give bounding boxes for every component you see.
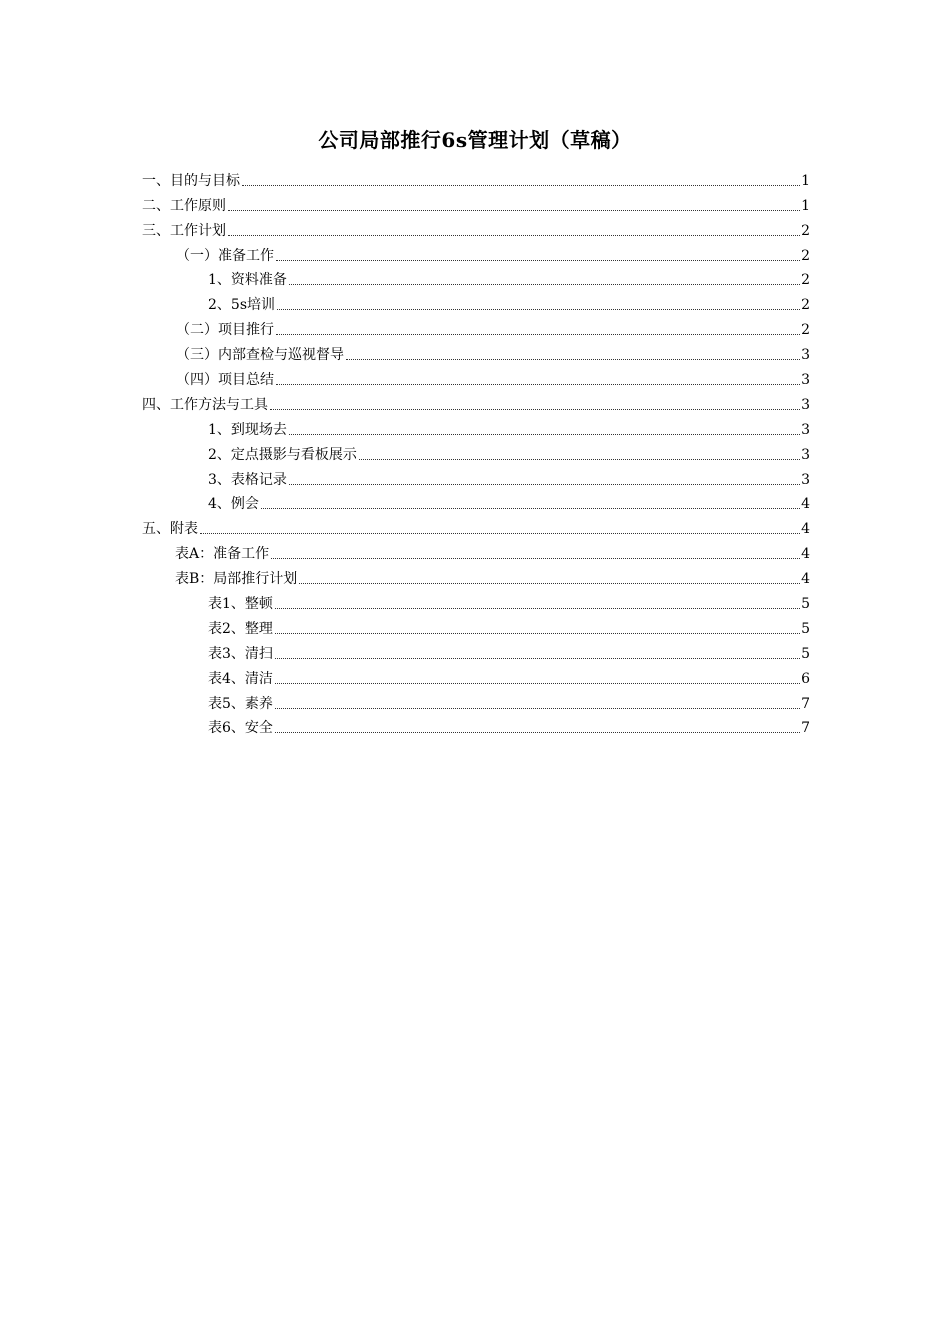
- toc-entry[interactable]: [142, 538, 810, 563]
- document-title: 公司局部推行6s管理计划（草稿）: [318, 128, 632, 152]
- toc-entry-page-number: 3: [801, 421, 810, 438]
- toc-entry-label: 五、附表: [142, 521, 198, 538]
- toc-entry-page-number: 4: [801, 521, 810, 538]
- toc-entry-page-number: 2: [801, 297, 810, 314]
- toc-dot-leader: [275, 682, 800, 684]
- toc-entry-page-number: 4: [801, 546, 810, 563]
- table-of-contents: [142, 165, 810, 737]
- toc-entry[interactable]: [142, 339, 810, 364]
- toc-entry-page-number: 5: [801, 645, 810, 662]
- toc-entry[interactable]: [142, 240, 810, 265]
- toc-entry-page-number: 3: [801, 372, 810, 389]
- toc-entry-label: 表4、清洁: [208, 670, 273, 687]
- toc-dot-leader: [275, 632, 800, 634]
- toc-entry[interactable]: [142, 464, 810, 489]
- toc-entry-label: 表6、安全: [208, 720, 273, 737]
- toc-entry[interactable]: [142, 638, 810, 663]
- toc-entry-page-number: 6: [801, 670, 810, 687]
- toc-dot-leader: [359, 458, 800, 460]
- toc-dot-leader: [276, 259, 800, 261]
- toc-entry-label: 表5、素养: [208, 695, 273, 712]
- toc-entry-label: 1、到现场去: [208, 421, 287, 438]
- toc-dot-leader: [289, 433, 800, 435]
- toc-dot-leader: [200, 532, 800, 534]
- toc-entry[interactable]: [142, 289, 810, 314]
- toc-entry-label: 1、资料准备: [208, 272, 287, 289]
- toc-entry-label: （四）项目总结: [176, 372, 274, 389]
- toc-entry[interactable]: [142, 414, 810, 439]
- toc-entry-label: 表A：准备工作: [175, 546, 270, 563]
- toc-entry[interactable]: [142, 190, 810, 215]
- toc-dot-leader: [289, 483, 800, 485]
- toc-entry-label: 表3、清扫: [208, 645, 273, 662]
- toc-dot-leader: [277, 308, 800, 310]
- toc-entry-page-number: 1: [801, 197, 810, 214]
- toc-dot-leader: [271, 557, 800, 559]
- toc-entry[interactable]: [142, 588, 810, 613]
- toc-entry[interactable]: [142, 439, 810, 464]
- toc-entry[interactable]: [142, 364, 810, 389]
- toc-entry-page-number: 2: [801, 322, 810, 339]
- toc-entry-label: 四、工作方法与工具: [142, 396, 268, 413]
- toc-entry[interactable]: [142, 513, 810, 538]
- toc-entry[interactable]: [142, 389, 810, 414]
- toc-entry[interactable]: [142, 663, 810, 688]
- toc-entry[interactable]: [142, 563, 810, 588]
- toc-entry[interactable]: [142, 688, 810, 713]
- toc-entry-label: 4、例会: [208, 496, 259, 513]
- toc-entry-page-number: 5: [801, 620, 810, 637]
- toc-entry-label: 表1、整顿: [208, 596, 273, 613]
- toc-entry-label: 一、目的与目标: [142, 172, 240, 189]
- toc-dot-leader: [276, 333, 800, 335]
- toc-entry-label: 表2、整理: [208, 620, 273, 637]
- toc-dot-leader: [275, 731, 800, 733]
- toc-entry-page-number: 3: [801, 347, 810, 364]
- toc-dot-leader: [242, 184, 800, 186]
- toc-entry-page-number: 3: [801, 446, 810, 463]
- toc-entry-page-number: 3: [801, 396, 810, 413]
- toc-entry[interactable]: [142, 713, 810, 738]
- toc-entry-page-number: 5: [801, 596, 810, 613]
- toc-entry-page-number: 7: [801, 695, 810, 712]
- toc-dot-leader: [275, 707, 800, 709]
- toc-dot-leader: [299, 582, 800, 584]
- toc-entry-page-number: 7: [801, 720, 810, 737]
- toc-entry[interactable]: [142, 265, 810, 290]
- toc-entry-label: （三）内部查检与巡视督导: [176, 347, 344, 364]
- toc-entry[interactable]: [142, 489, 810, 514]
- toc-entry-label: 2、5s培训: [208, 297, 275, 314]
- toc-entry-page-number: 1: [801, 172, 810, 189]
- toc-dot-leader: [228, 234, 800, 236]
- toc-entry-page-number: 2: [801, 272, 810, 289]
- toc-entry[interactable]: [142, 613, 810, 638]
- toc-entry-label: 二、工作原则: [142, 197, 226, 214]
- toc-entry-label: 三、工作计划: [142, 222, 226, 239]
- toc-entry-page-number: 2: [801, 222, 810, 239]
- toc-entry-label: （二）项目推行: [176, 322, 274, 339]
- toc-dot-leader: [276, 383, 800, 385]
- toc-entry[interactable]: [142, 165, 810, 190]
- toc-entry-page-number: 4: [801, 496, 810, 513]
- toc-dot-leader: [228, 209, 800, 211]
- toc-entry-page-number: 3: [801, 471, 810, 488]
- toc-entry-label: 3、表格记录: [208, 471, 287, 488]
- toc-dot-leader: [261, 507, 800, 509]
- toc-dot-leader: [275, 607, 800, 609]
- toc-entry[interactable]: [142, 314, 810, 339]
- toc-dot-leader: [275, 657, 800, 659]
- toc-entry-label: （一）准备工作: [176, 247, 274, 264]
- toc-dot-leader: [289, 283, 800, 285]
- toc-entry[interactable]: [142, 215, 810, 240]
- toc-dot-leader: [270, 408, 800, 410]
- toc-dot-leader: [346, 358, 800, 360]
- toc-entry-label: 2、定点摄影与看板展示: [208, 446, 357, 463]
- toc-entry-page-number: 2: [801, 247, 810, 264]
- toc-entry-page-number: 4: [801, 571, 810, 588]
- toc-entry-label: 表B：局部推行计划: [175, 571, 298, 588]
